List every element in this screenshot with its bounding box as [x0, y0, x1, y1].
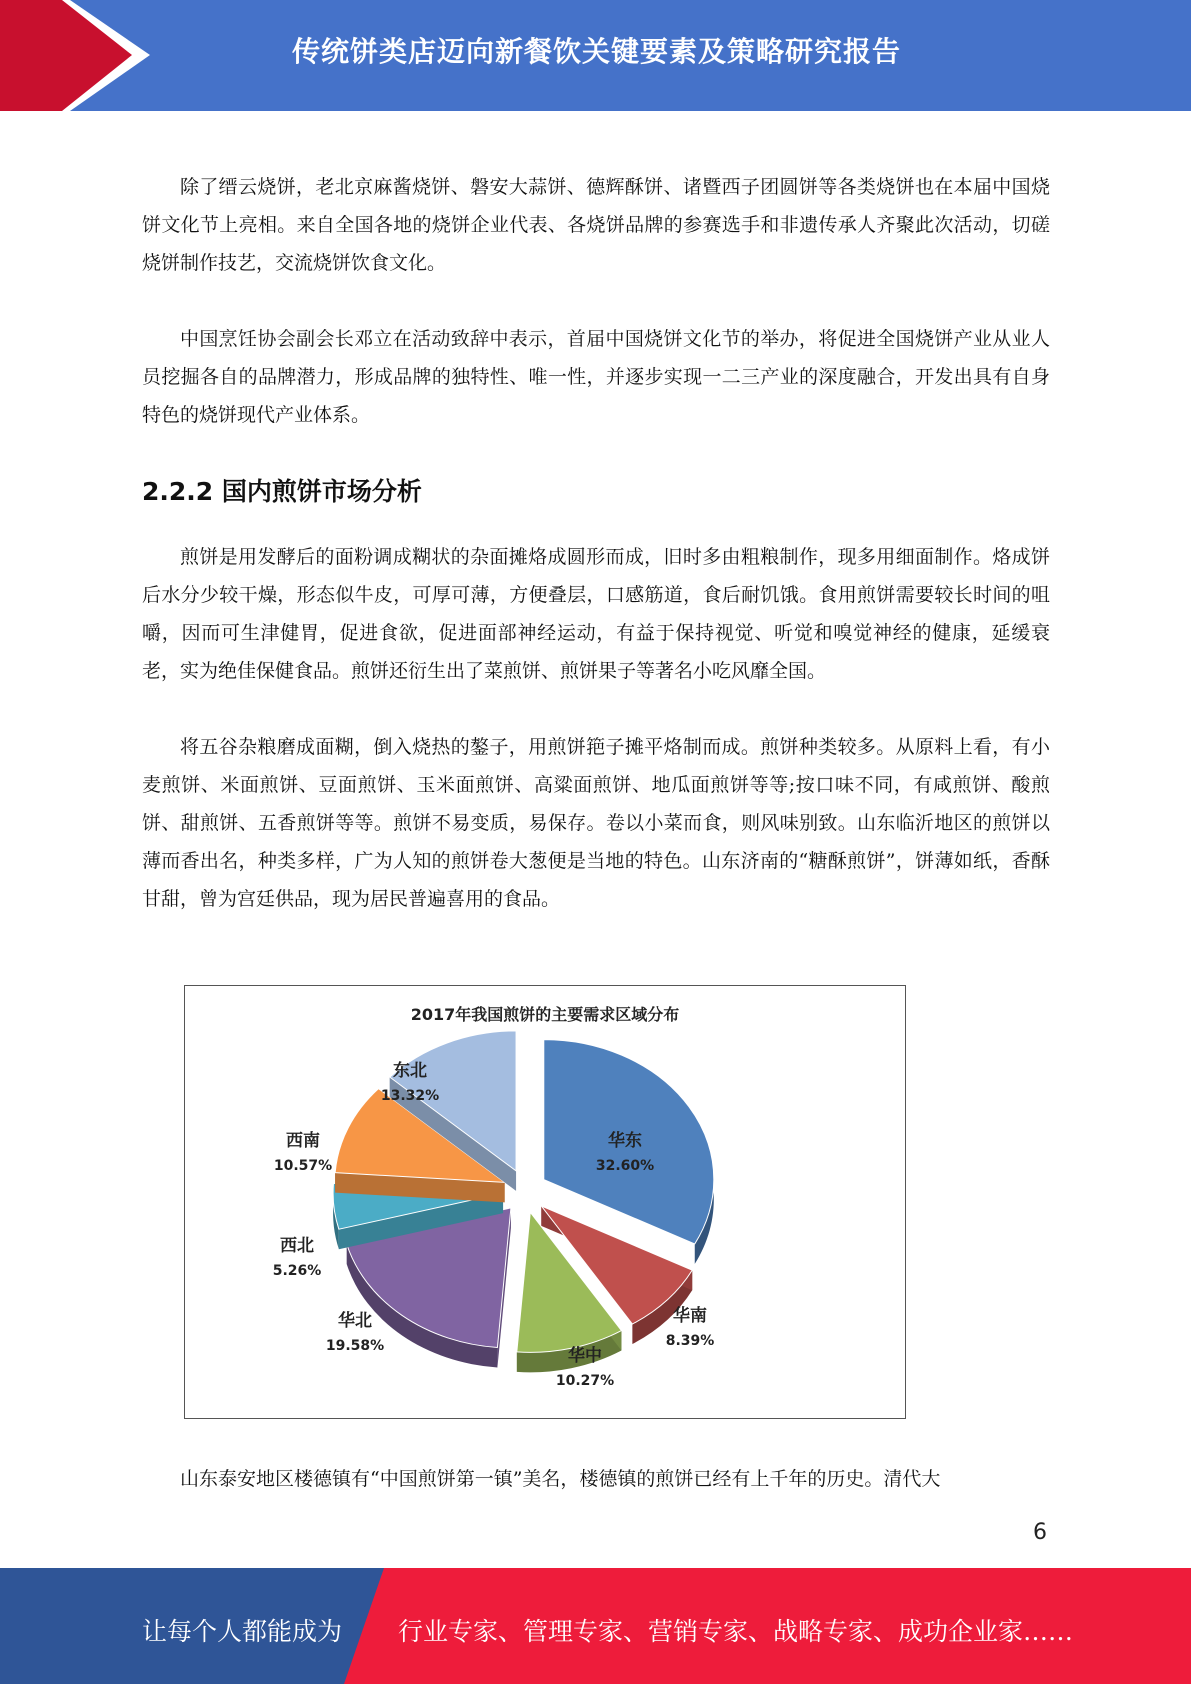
- slice-percent-label: 10.57%: [273, 1158, 333, 1174]
- footer-slogan-right: 行业专家、管理专家、营销专家、战略专家、成功企业家……: [398, 1617, 1074, 1646]
- slice-name-label: 华北: [338, 1311, 372, 1331]
- page-footer: [0, 1568, 1191, 1684]
- slice-percent-label: 5.26%: [272, 1263, 322, 1279]
- slice-percent-label: 8.39%: [665, 1333, 715, 1349]
- paragraph: 山东泰安地区楼德镇有“中国煎饼第一镇”美名，楼德镇的煎饼已经有上千年的历史。清代大: [180, 1468, 941, 1490]
- slice-name-label: 东北: [393, 1061, 427, 1081]
- main-content: [142, 168, 1050, 956]
- slice-name-label: 华东: [608, 1131, 642, 1151]
- footer-slogan-left: 让每个人都能成为: [142, 1617, 343, 1646]
- pie-chart-figure: [184, 985, 906, 1419]
- page-header: [0, 0, 1191, 111]
- page-number: 6: [1033, 1520, 1047, 1545]
- main-content-continued: [142, 1460, 1050, 1536]
- slice-percent-label: 19.58%: [325, 1338, 385, 1354]
- report-title: 传统饼类店迈向新餐饮关键要素及策略研究报告: [292, 35, 902, 68]
- paragraph: 将五谷杂粮磨成面糊，倒入烧热的鏊子，用煎饼筢子摊平烙制而成。煎饼种类较多。从原料上看，有小麦煎饼、米面煎饼、豆面煎饼、玉米面煎饼、高粱面煎饼、地瓜面煎饼等等;按口味不同，有咸煎饼、酸煎饼、甜煎饼、五香煎饼等等。煎饼不易变质，易保存。卷以小菜而食，则风味别致。山东临沂地区的煎饼以薄而香出名，种类多样，广为人知的煎饼卷大葱便是当地的特色。山东济南的“糖酥煎饼”，饼薄如纸，香酥甘甜，曾为宫廷供品，现为居民普遍喜用的食品。: [142, 736, 1050, 910]
- slice-name-label: 华中: [568, 1346, 602, 1366]
- slice-percent-label: 13.32%: [380, 1088, 440, 1104]
- pie-chart: [185, 986, 905, 1418]
- section-heading: 2.2.2 国内煎饼市场分析: [142, 477, 422, 506]
- chart-title: 2017年我国煎饼的主要需求区域分布: [410, 1005, 680, 1024]
- header-arrow-decoration: [0, 0, 160, 111]
- slice-name-label: 华南: [673, 1306, 707, 1326]
- slice-name-label: 西北: [280, 1236, 314, 1256]
- paragraph: 煎饼是用发酵后的面粉调成糊状的杂面摊烙成圆形而成，旧时多由粗粮制作，现多用细面制作。烙成饼后水分少较干燥，形态似牛皮，可厚可薄，方便叠层，口感筋道，食后耐饥饿。食用煎饼需要较长时间的咀嚼，因而可生津健胃，促进食欲，促进面部神经运动，有益于保持视觉、听觉和嗅觉神经的健康，延缓衰老，实为绝佳保健食品。煎饼还衍生出了菜煎饼、煎饼果子等著名小吃风靡全国。: [142, 546, 1050, 682]
- slice-name-label: 西南: [286, 1131, 320, 1151]
- slice-percent-label: 32.60%: [595, 1158, 655, 1174]
- paragraph: 除了缙云烧饼，老北京麻酱烧饼、磐安大蒜饼、德辉酥饼、诸暨西子团圆饼等各类烧饼也在本届中国烧饼文化节上亮相。来自全国各地的烧饼企业代表、各烧饼品牌的参赛选手和非遗传承人齐聚此次活动，切磋烧饼制作技艺，交流烧饼饮食文化。: [142, 176, 1050, 274]
- slice-percent-label: 10.27%: [555, 1373, 615, 1389]
- paragraph: 中国烹饪协会副会长邓立在活动致辞中表示，首届中国烧饼文化节的举办，将促进全国烧饼产业从业人员挖掘各自的品牌潜力，形成品牌的独特性、唯一性，并逐步实现一二三产业的深度融合，开发出具有自身特色的烧饼现代产业体系。: [142, 328, 1050, 426]
